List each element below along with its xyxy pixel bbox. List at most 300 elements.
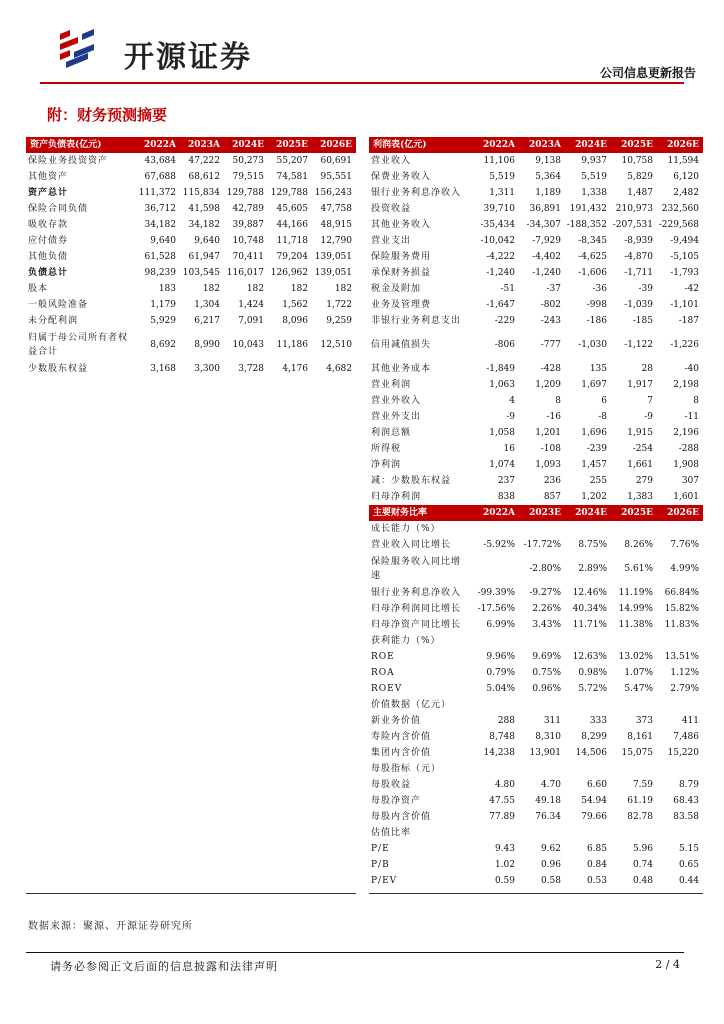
balance-sheet-row <box>26 201 356 217</box>
table-cell: 1,915 <box>627 428 653 438</box>
table-cell: 7.59 <box>632 780 653 790</box>
table-cell: 3,300 <box>194 364 220 374</box>
table-cell: -1,849 <box>486 364 515 374</box>
table-cell: 9,640 <box>150 236 176 246</box>
table-cell: 68.43 <box>673 796 699 806</box>
table-cell: 6,120 <box>673 172 699 182</box>
table-cell: 68,612 <box>188 172 220 182</box>
table-cell: -40 <box>684 364 699 374</box>
income-statement-row <box>369 457 703 473</box>
row-label: 未分配利润 <box>28 316 79 326</box>
table-header-cell: 2022A <box>136 137 180 153</box>
table-cell: 0.98% <box>578 668 607 678</box>
table-cell: 8,299 <box>581 732 607 742</box>
table-cell: 8.75% <box>578 540 607 550</box>
table-cell: 44,166 <box>276 220 308 230</box>
row-label: 少数股东权益 <box>28 364 89 374</box>
table-cell: -1,226 <box>670 340 699 350</box>
table-cell: 4 <box>509 396 515 406</box>
table-cell: 7,091 <box>238 316 264 326</box>
table-cell: 9.62 <box>540 844 561 854</box>
row-label: 其他业务收入 <box>371 220 432 230</box>
ratio-row <box>369 825 703 841</box>
table-cell: 1,058 <box>489 428 515 438</box>
income-statement-row <box>369 425 703 441</box>
table-cell: 66.84% <box>664 588 699 598</box>
page-number: 2 / 4 <box>655 958 680 971</box>
table-cell: -254 <box>632 444 653 454</box>
table-cell: 6.60 <box>586 780 607 790</box>
income-statement-row <box>369 201 703 217</box>
income-statement-row <box>369 169 703 185</box>
table-cell: 210,973 <box>615 204 653 214</box>
table-cell: -802 <box>540 300 561 310</box>
income-statement-table <box>369 137 703 889</box>
table-cell: 255 <box>589 476 607 486</box>
table-cell: -7,929 <box>532 236 561 246</box>
footer-divider <box>26 952 684 953</box>
income-statement-row <box>369 441 703 457</box>
table-cell: 8,990 <box>194 340 220 350</box>
table-cell: 50,273 <box>232 156 264 166</box>
table-cell: -9 <box>644 412 653 422</box>
table-cell: 9.69% <box>532 652 561 662</box>
table-cell: -8,939 <box>624 236 653 246</box>
ratio-row <box>369 601 703 617</box>
table-cell: 39,710 <box>483 204 515 214</box>
section-title: 附：财务预测摘要 <box>47 106 168 124</box>
table-header-cell: 2024E <box>565 505 611 521</box>
row-label: 承保财务损益 <box>371 268 432 278</box>
row-label: 营业外支出 <box>371 412 422 422</box>
row-label: 股本 <box>28 284 49 294</box>
table-cell <box>519 825 565 841</box>
income-statement-row <box>369 153 703 169</box>
table-cell: 0.74 <box>632 860 653 870</box>
table-cell: 1,311 <box>489 188 515 198</box>
income-statement-row <box>369 233 703 249</box>
table-cell: -806 <box>494 340 515 350</box>
row-label: 获利能力（%） <box>371 636 441 646</box>
table-header-cell: 2026E <box>657 505 703 521</box>
table-cell: 79,515 <box>232 172 264 182</box>
ratio-row <box>369 745 703 761</box>
income-statement-row <box>369 265 703 281</box>
table-cell: -17.72% <box>523 540 561 550</box>
table-cell: 0.75% <box>532 668 561 678</box>
row-label: ROEV <box>371 684 403 694</box>
table-cell: 191,432 <box>569 204 607 214</box>
table-cell: 5.72% <box>578 684 607 694</box>
table-cell: 28 <box>641 364 653 374</box>
row-label: 资产总计 <box>28 188 69 198</box>
table-cell <box>657 521 703 537</box>
table-cell: 95,551 <box>320 172 352 182</box>
table-cell: -777 <box>540 340 561 350</box>
row-label: 其他业务成本 <box>371 364 432 374</box>
table-cell: 411 <box>681 716 699 726</box>
table-cell: 5,519 <box>489 172 515 182</box>
income-statement-row <box>369 473 703 489</box>
table-cell: 34,182 <box>188 220 220 230</box>
row-label: 每股指标（元） <box>371 764 442 774</box>
balance-sheet-row <box>26 281 356 297</box>
table-cell <box>473 521 519 537</box>
table-cell: 15.82% <box>664 604 699 614</box>
balance-sheet-row <box>26 329 356 361</box>
table-cell: 47.55 <box>489 796 515 806</box>
table-cell: 135 <box>589 364 607 374</box>
table-cell: 6.85 <box>586 844 607 854</box>
table-cell: 1,487 <box>627 188 653 198</box>
table-cell: 0.84 <box>586 860 607 870</box>
table-cell: 4,176 <box>282 364 308 374</box>
row-label: 营业支出 <box>371 236 412 246</box>
table-cell: -1,101 <box>670 300 699 310</box>
table-cell: 1,696 <box>581 428 607 438</box>
table-cell: 74,581 <box>276 172 308 182</box>
table-cell: 11.83% <box>664 620 699 630</box>
income-statement-row <box>369 409 703 425</box>
row-label: 成长能力（%） <box>371 524 441 534</box>
table-cell: 288 <box>497 716 515 726</box>
table-cell: -16 <box>546 412 561 422</box>
table-cell: -243 <box>540 316 561 326</box>
table-cell: 0.48 <box>632 876 653 886</box>
table-cell: 0.79% <box>486 668 515 678</box>
income-statement-row <box>369 489 703 505</box>
income-statement-row <box>369 393 703 409</box>
table-cell: 14,238 <box>483 748 515 758</box>
table-cell: 129,788 <box>270 188 308 198</box>
table-cell: -1,711 <box>624 268 653 278</box>
table-cell: 8,692 <box>150 340 176 350</box>
table-bottom-rule <box>369 893 703 894</box>
row-label: 非银行业务利息支出 <box>371 316 462 326</box>
income-statement-row <box>369 249 703 265</box>
table-cell: 5.04% <box>486 684 515 694</box>
table-cell <box>657 825 703 841</box>
row-label: 营业利润 <box>371 380 412 390</box>
table-cell: 61,528 <box>144 252 176 262</box>
table-cell: 12,790 <box>320 236 352 246</box>
table-cell: 8.26% <box>624 540 653 550</box>
table-header-cell: 2022A <box>473 137 519 153</box>
ratio-row <box>369 521 703 537</box>
table-cell: 16 <box>503 444 515 454</box>
row-label: 保险服务费用 <box>371 252 432 262</box>
table-header-cell: 2023A <box>519 137 565 153</box>
row-label: 一般风险准备 <box>28 300 89 310</box>
table-cell <box>565 697 611 713</box>
balance-sheet-row <box>26 185 356 201</box>
ratio-row <box>369 553 703 585</box>
table-cell: -998 <box>586 300 607 310</box>
row-label: 归母净利润 <box>371 492 422 502</box>
table-cell: 12.46% <box>572 588 607 598</box>
table-cell: 1,424 <box>238 300 264 310</box>
table-cell: 0.96 <box>540 860 561 870</box>
table-cell: -1,647 <box>486 300 515 310</box>
table-cell: 1,093 <box>535 460 561 470</box>
table-cell: 115,834 <box>182 188 220 198</box>
income-statement-row <box>369 185 703 201</box>
row-label: 吸收存款 <box>28 220 69 230</box>
row-label: 保险合同负债 <box>28 204 89 214</box>
table-cell: 9,640 <box>194 236 220 246</box>
row-label: 利润总额 <box>371 428 412 438</box>
ratio-row <box>369 857 703 873</box>
table-cell: 49.18 <box>535 796 561 806</box>
table-cell: -207,531 <box>612 220 653 230</box>
table-cell: 76.34 <box>535 812 561 822</box>
table-cell: 232,560 <box>661 204 699 214</box>
table-cell: 5.96 <box>632 844 653 854</box>
table-cell: 8,748 <box>489 732 515 742</box>
table-cell: -1,122 <box>624 340 653 350</box>
balance-sheet-row <box>26 169 356 185</box>
balance-sheet-header-row <box>26 137 356 153</box>
table-cell: 47,758 <box>320 204 352 214</box>
table-cell: -1,240 <box>532 268 561 278</box>
table-cell: 77.89 <box>489 812 515 822</box>
ratio-row <box>369 713 703 729</box>
table-header-cell: 2023A <box>180 137 224 153</box>
balance-sheet-table <box>26 137 356 377</box>
table-cell: 34,182 <box>144 220 176 230</box>
table-cell: 11.19% <box>618 588 653 598</box>
table-cell: -36 <box>592 284 607 294</box>
income-statement-row <box>369 377 703 393</box>
table-cell: 12,510 <box>320 340 352 350</box>
table-cell: 60,691 <box>320 156 352 166</box>
table-cell: 182 <box>290 284 308 294</box>
table-cell <box>611 521 657 537</box>
table-cell <box>473 825 519 841</box>
table-cell: -5,105 <box>670 252 699 262</box>
row-label: 应付债券 <box>28 236 69 246</box>
table-cell: 40.34% <box>572 604 607 614</box>
row-label: 所得税 <box>371 444 402 454</box>
table-cell <box>565 761 611 777</box>
table-cell: 1,661 <box>627 460 653 470</box>
table-cell: -17.56% <box>477 604 515 614</box>
table-cell: 5,929 <box>150 316 176 326</box>
table-cell: 43,684 <box>144 156 176 166</box>
row-label: 归母净利润同比增长 <box>371 604 462 614</box>
table-cell: 61.19 <box>627 796 653 806</box>
table-cell: 0.44 <box>678 876 699 886</box>
table-cell: 1,209 <box>535 380 561 390</box>
row-label: 投资收益 <box>371 204 412 214</box>
table-cell: 5,364 <box>535 172 561 182</box>
table-cell: 2.26% <box>532 604 561 614</box>
table-cell: -428 <box>540 364 561 374</box>
table-cell: -229,568 <box>658 220 699 230</box>
table-cell <box>473 697 519 713</box>
ratio-row <box>369 729 703 745</box>
balance-sheet-row <box>26 297 356 313</box>
table-cell: -11 <box>684 412 699 422</box>
table-cell <box>519 697 565 713</box>
table-cell: 5.61% <box>624 564 653 574</box>
table-cell: 129,788 <box>226 188 264 198</box>
table-cell: 1,063 <box>489 380 515 390</box>
table-cell: 10,758 <box>621 156 653 166</box>
table-cell <box>611 633 657 649</box>
table-cell: 279 <box>635 476 653 486</box>
table-cell: 5.15 <box>678 844 699 854</box>
row-label: 营业外收入 <box>371 396 422 406</box>
row-label: 营业收入 <box>371 156 412 166</box>
ratios-header-row <box>369 505 703 521</box>
row-label: 保费业务收入 <box>371 172 432 182</box>
table-cell: 9.96% <box>486 652 515 662</box>
row-label: 负债总计 <box>28 268 69 278</box>
table-cell: 39,887 <box>232 220 264 230</box>
row-label: 税金及附加 <box>371 284 422 294</box>
table-cell: 13.02% <box>618 652 653 662</box>
balance-sheet-row <box>26 361 356 377</box>
table-cell: 9.43 <box>494 844 515 854</box>
table-cell: 11,186 <box>276 340 308 350</box>
row-label: 银行业务利息净收入 <box>371 188 462 198</box>
table-cell: 1,201 <box>535 428 561 438</box>
table-cell <box>519 761 565 777</box>
table-cell: 182 <box>246 284 264 294</box>
table-cell: -2.80% <box>529 564 561 574</box>
table-cell: 6,217 <box>194 316 220 326</box>
table-cell: 1,601 <box>673 492 699 502</box>
table-cell: 139,051 <box>314 252 352 262</box>
table-cell: 79.66 <box>581 812 607 822</box>
table-cell: -288 <box>678 444 699 454</box>
table-cell: 36,891 <box>529 204 561 214</box>
table-cell <box>657 633 703 649</box>
table-cell: 9,259 <box>326 316 352 326</box>
table-cell: 12.63% <box>572 652 607 662</box>
table-cell: 4.80 <box>494 780 515 790</box>
income-statement-row <box>369 361 703 377</box>
row-label: 每股净资产 <box>371 796 422 806</box>
table-cell: 237 <box>497 476 515 486</box>
table-cell: 3,728 <box>238 364 264 374</box>
table-cell: 111,372 <box>138 188 176 198</box>
table-cell: 7,486 <box>673 732 699 742</box>
table-cell: 0.96% <box>532 684 561 694</box>
table-cell: 9,937 <box>581 156 607 166</box>
table-cell <box>611 697 657 713</box>
table-cell: 838 <box>497 492 515 502</box>
table-cell: 83.58 <box>673 812 699 822</box>
table-cell: -8,345 <box>578 236 607 246</box>
row-label: 寿险内含价值 <box>371 732 432 742</box>
table-cell: 47,222 <box>188 156 220 166</box>
ratio-row <box>369 617 703 633</box>
table-cell: 1,562 <box>282 300 308 310</box>
table-cell: 333 <box>589 716 607 726</box>
ratio-row <box>369 873 703 889</box>
row-label: 集团内含价值 <box>371 748 432 758</box>
table-cell: 8,310 <box>535 732 561 742</box>
table-cell: 6 <box>601 396 607 406</box>
row-label: ROE <box>371 652 395 662</box>
table-cell: 11,106 <box>483 156 515 166</box>
table-cell: 126,962 <box>270 268 308 278</box>
table-cell: 5.47% <box>624 684 653 694</box>
table-cell: -1,030 <box>578 340 607 350</box>
table-cell: -99.39% <box>477 588 515 598</box>
row-label: 业务及管理费 <box>371 300 432 310</box>
ratio-row <box>369 697 703 713</box>
table-cell: 1,917 <box>627 380 653 390</box>
table-cell: -39 <box>638 284 653 294</box>
table-cell: 15,220 <box>667 748 699 758</box>
table-cell: 0.58 <box>540 876 561 886</box>
table-cell <box>657 697 703 713</box>
table-cell: 307 <box>681 476 699 486</box>
page-header <box>40 20 690 80</box>
table-cell: 1,908 <box>673 460 699 470</box>
table-header-cell: 2024E <box>565 137 611 153</box>
ratio-row <box>369 793 703 809</box>
table-cell: 182 <box>202 284 220 294</box>
table-cell: -5.92% <box>483 540 515 550</box>
table-cell: 42,789 <box>232 204 264 214</box>
row-label: 其他资产 <box>28 172 69 182</box>
table-cell: 5,829 <box>627 172 653 182</box>
income-statement-row <box>369 281 703 297</box>
kaiyuan-logo-icon <box>56 28 98 70</box>
table-cell <box>565 825 611 841</box>
table-cell: -188,352 <box>566 220 607 230</box>
row-label: P/E <box>371 844 390 854</box>
table-cell: 70,411 <box>232 252 264 262</box>
table-header-cell: 利润表(亿元) <box>369 137 473 153</box>
table-cell: 14,506 <box>575 748 607 758</box>
table-cell <box>473 553 519 585</box>
report-type-label: 公司信息更新报告 <box>599 66 696 80</box>
table-cell: -4,402 <box>532 252 561 262</box>
table-header-cell: 2025E <box>611 137 657 153</box>
table-cell: 8 <box>693 396 699 406</box>
row-label: 其他负债 <box>28 252 69 262</box>
table-cell <box>519 633 565 649</box>
table-cell: 10,043 <box>232 340 264 350</box>
table-cell: -186 <box>586 316 607 326</box>
table-cell <box>611 761 657 777</box>
table-cell: 11,594 <box>667 156 699 166</box>
table-cell: 1.02 <box>494 860 515 870</box>
table-cell: 36,712 <box>144 204 176 214</box>
table-cell: -4,870 <box>624 252 653 262</box>
table-cell: -1,240 <box>486 268 515 278</box>
table-cell: 48,915 <box>320 220 352 230</box>
table-cell: 1,179 <box>150 300 176 310</box>
table-cell: 156,243 <box>314 188 352 198</box>
ratio-row <box>369 841 703 857</box>
table-header-cell: 2023E <box>519 505 565 521</box>
table-header-cell: 2025E <box>611 505 657 521</box>
table-cell: 1,202 <box>581 492 607 502</box>
table-cell: 4,682 <box>326 364 352 374</box>
row-label: 新业务价值 <box>371 716 422 726</box>
row-label: 估值比率 <box>371 828 412 838</box>
footer-disclaimer: 请务必参阅正文后面的信息披露和法律声明 <box>50 960 278 973</box>
table-cell: -9,494 <box>670 236 699 246</box>
row-label: P/EV <box>371 876 398 886</box>
table-cell: 1,074 <box>489 460 515 470</box>
